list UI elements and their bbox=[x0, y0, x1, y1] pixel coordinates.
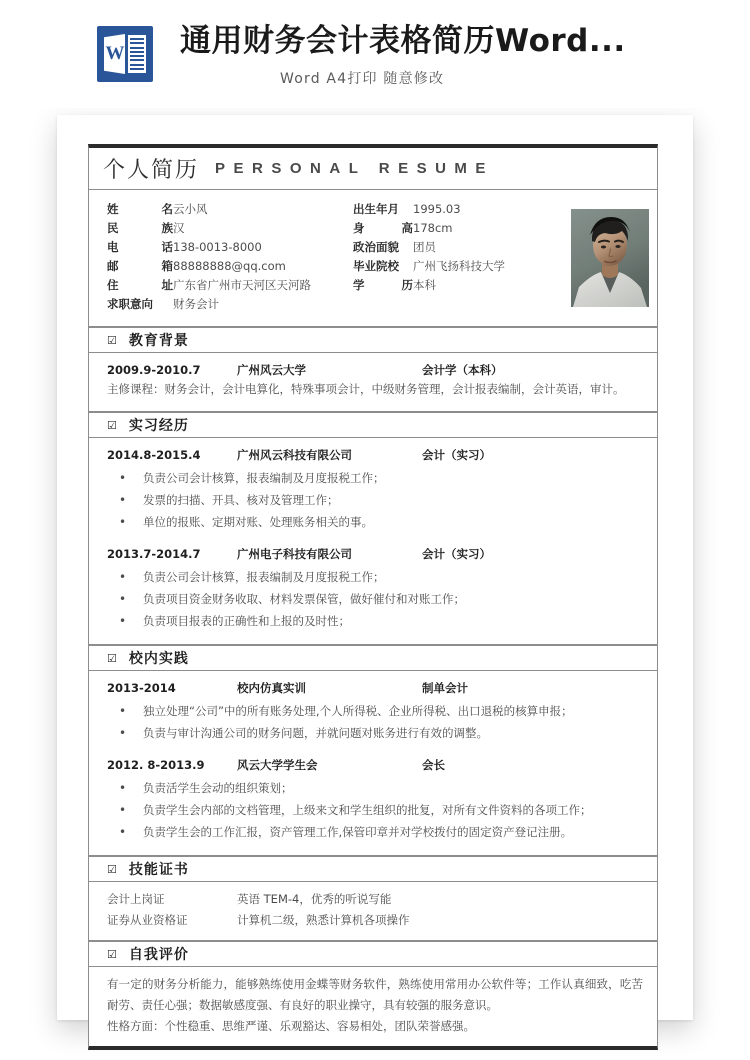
entry-role: 会长 bbox=[422, 758, 445, 772]
resume-table bbox=[88, 144, 658, 1050]
section-body-internship bbox=[89, 438, 657, 645]
section-header-skills bbox=[89, 856, 657, 882]
skill-detail: 英语 TEM-4，优秀的听说写能 bbox=[237, 892, 392, 906]
entry-organization: 风云大学学生会 bbox=[237, 758, 318, 772]
internship-entry bbox=[103, 544, 643, 632]
info-value-phone: 138-0013-8000 bbox=[173, 240, 262, 254]
header-text-group bbox=[180, 20, 680, 88]
section-title-internship: 实习经历 bbox=[128, 418, 189, 434]
entry-role: 会计（实习） bbox=[422, 448, 491, 462]
word-icon-line bbox=[130, 47, 144, 49]
section-title-education: 教育背景 bbox=[128, 333, 189, 349]
section-body-education bbox=[89, 353, 657, 412]
skill-certificate: 证券从业资格证 bbox=[107, 913, 188, 927]
info-label-ethnicity: 民 族 bbox=[107, 221, 173, 235]
entry-date: 2009.9-2010.7 bbox=[107, 363, 201, 377]
document-page bbox=[57, 115, 693, 1033]
list-item: • 负责学生会的工作汇报，资产管理工作,保管印章并对学校拨付的固定资产登记注册。 bbox=[103, 821, 643, 843]
entry-organization: 校内仿真实训 bbox=[237, 681, 306, 695]
checkbox-checked-icon: ☑ bbox=[107, 418, 117, 432]
education-entry bbox=[103, 360, 643, 399]
info-label-address: 住 址 bbox=[107, 278, 173, 292]
entry-organization: 广州风云科技有限公司 bbox=[237, 448, 352, 462]
checkbox-checked-icon: ☑ bbox=[107, 333, 117, 347]
list-item: • 独立处理“公司”中的所有账务处理,个人所得税、企业所得税、出口退税的核算申报； bbox=[103, 700, 643, 722]
info-value-email: 88888888@qq.com bbox=[173, 259, 286, 273]
list-item: • 发票的扫描、开具、核对及管理工作； bbox=[103, 489, 643, 511]
entry-bullet-list bbox=[103, 777, 643, 843]
resume-title-chinese: 个人简历 bbox=[103, 158, 200, 183]
info-value-political: 团员 bbox=[413, 240, 436, 254]
entry-role: 会计学（本科） bbox=[422, 363, 503, 377]
entry-date: 2013-2014 bbox=[107, 681, 176, 695]
entry-header bbox=[103, 678, 643, 698]
info-value-degree: 本科 bbox=[413, 278, 436, 292]
list-item: • 负责项目报表的正确性和上报的及时性； bbox=[103, 610, 643, 632]
campus-entry bbox=[103, 678, 643, 744]
info-value-address: 广东省广州市天河区天河路 bbox=[173, 278, 311, 292]
entry-date: 2013.7-2014.7 bbox=[107, 547, 201, 561]
word-icon-line bbox=[130, 51, 144, 53]
section-header-education bbox=[89, 327, 657, 353]
checkbox-checked-icon: ☑ bbox=[107, 651, 117, 665]
list-item: • 负责学生会内部的文档管理，上级来文和学生组织的批复，对所有文件资料的各项工作； bbox=[103, 799, 643, 821]
word-icon-line bbox=[130, 38, 144, 40]
entry-date: 2014.8-2015.4 bbox=[107, 448, 201, 462]
info-label-political: 政治面貌 bbox=[353, 240, 399, 254]
word-icon-line bbox=[130, 55, 144, 57]
info-label-degree: 学 历 bbox=[353, 278, 413, 292]
word-icon-line bbox=[130, 42, 144, 44]
resume-title-english: PERSONAL RESUME bbox=[215, 160, 494, 177]
entry-role: 制单会计 bbox=[422, 681, 468, 695]
personal-info-block bbox=[89, 190, 657, 327]
section-title-campus-practice: 校内实践 bbox=[128, 651, 189, 667]
entry-role: 会计（实习） bbox=[422, 547, 491, 561]
word-icon-line bbox=[130, 68, 144, 70]
section-title-skills: 技能证书 bbox=[128, 862, 189, 878]
info-label-height: 身 高 bbox=[353, 221, 413, 235]
info-label-objective: 求职意向 bbox=[107, 297, 153, 311]
profile-photo bbox=[571, 209, 649, 307]
entry-note: 主修课程：财务会计，会计电算化，特殊事项会计，中级财务管理，会计报表编制，会计英语，审计。 bbox=[107, 382, 625, 396]
document-header-bar bbox=[0, 0, 750, 108]
list-item: • 负责项目资金财务收取、材料发票保管，做好催付和对账工作； bbox=[103, 588, 643, 610]
info-value-birth: 1995.03 bbox=[413, 202, 461, 216]
section-title-self-evaluation: 自我评价 bbox=[128, 947, 189, 963]
list-item: • 负责公司会计核算，报表编制及月度报税工作； bbox=[103, 467, 643, 489]
skill-detail: 计算机二级，熟悉计算机各项操作 bbox=[237, 913, 410, 927]
info-value-height: 178cm bbox=[413, 221, 453, 235]
checkbox-checked-icon: ☑ bbox=[107, 862, 117, 876]
checkbox-checked-icon: ☑ bbox=[107, 947, 117, 961]
entry-bullet-list bbox=[103, 467, 643, 533]
word-icon-line bbox=[130, 59, 144, 61]
list-item: • 负责与审计沟通公司的财务问题，并就问题对账务进行有效的调整。 bbox=[103, 722, 643, 744]
section-body-campus-practice bbox=[89, 671, 657, 856]
info-label-email: 邮 箱 bbox=[107, 259, 173, 273]
info-value-name: 云小风 bbox=[173, 202, 208, 216]
entry-bullet-list bbox=[103, 700, 643, 744]
page-title: 通用财务会计表格简历Word... bbox=[180, 23, 626, 59]
entry-header bbox=[103, 445, 643, 465]
entry-header bbox=[103, 360, 643, 380]
entry-organization: 广州电子科技有限公司 bbox=[237, 547, 352, 561]
resume-title-row bbox=[89, 148, 657, 190]
info-label-birth: 出生年月 bbox=[353, 202, 399, 216]
info-label-phone: 电 话 bbox=[107, 240, 173, 254]
evaluation-paragraph: 性格方面：个性稳重、思维严谨、乐观豁达、容易相处，团队荣誉感强。 bbox=[107, 1019, 475, 1033]
skill-row bbox=[103, 910, 643, 931]
info-value-objective: 财务会计 bbox=[173, 297, 219, 311]
internship-entry bbox=[103, 445, 643, 533]
word-icon-letter: W bbox=[105, 43, 124, 64]
section-header-campus-practice bbox=[89, 645, 657, 671]
skill-certificate: 会计上岗证 bbox=[107, 892, 165, 906]
section-body-skills bbox=[89, 882, 657, 941]
campus-entry bbox=[103, 755, 643, 843]
profile-photo-image bbox=[571, 209, 649, 307]
list-item: • 负责公司会计核算，报表编制及月度报税工作； bbox=[103, 566, 643, 588]
entry-header bbox=[103, 544, 643, 564]
word-icon bbox=[97, 26, 153, 82]
info-value-ethnicity: 汉 bbox=[173, 221, 185, 235]
entry-header bbox=[103, 755, 643, 775]
info-label-school: 毕业院校 bbox=[353, 259, 399, 273]
entry-organization: 广州风云大学 bbox=[237, 363, 306, 377]
entry-date: 2012. 8-2013.9 bbox=[107, 758, 205, 772]
info-label-name: 姓 名 bbox=[107, 202, 173, 216]
list-item: • 负责活学生会动的组织策划； bbox=[103, 777, 643, 799]
word-icon-lines bbox=[128, 35, 146, 73]
entry-bullet-list bbox=[103, 566, 643, 632]
section-body-self-evaluation bbox=[89, 967, 657, 1046]
evaluation-paragraph: 有一定的财务分析能力，能够熟练使用金蝶等财务软件，熟练使用常用办公软件等；工作认真细致，吃苦耐劳、责任心强；数据敏感度强、有良好的职业操守，具有较强的服务意识。 bbox=[107, 977, 643, 1012]
skill-row bbox=[103, 889, 643, 910]
section-header-internship bbox=[89, 412, 657, 438]
page-subtitle: Word A4打印 随意修改 bbox=[280, 71, 445, 87]
section-header-self-evaluation bbox=[89, 941, 657, 967]
list-item: • 单位的报账、定期对账、处理账务相关的事。 bbox=[103, 511, 643, 533]
info-value-school: 广州飞扬科技大学 bbox=[413, 259, 505, 273]
word-icon-line bbox=[130, 64, 144, 66]
